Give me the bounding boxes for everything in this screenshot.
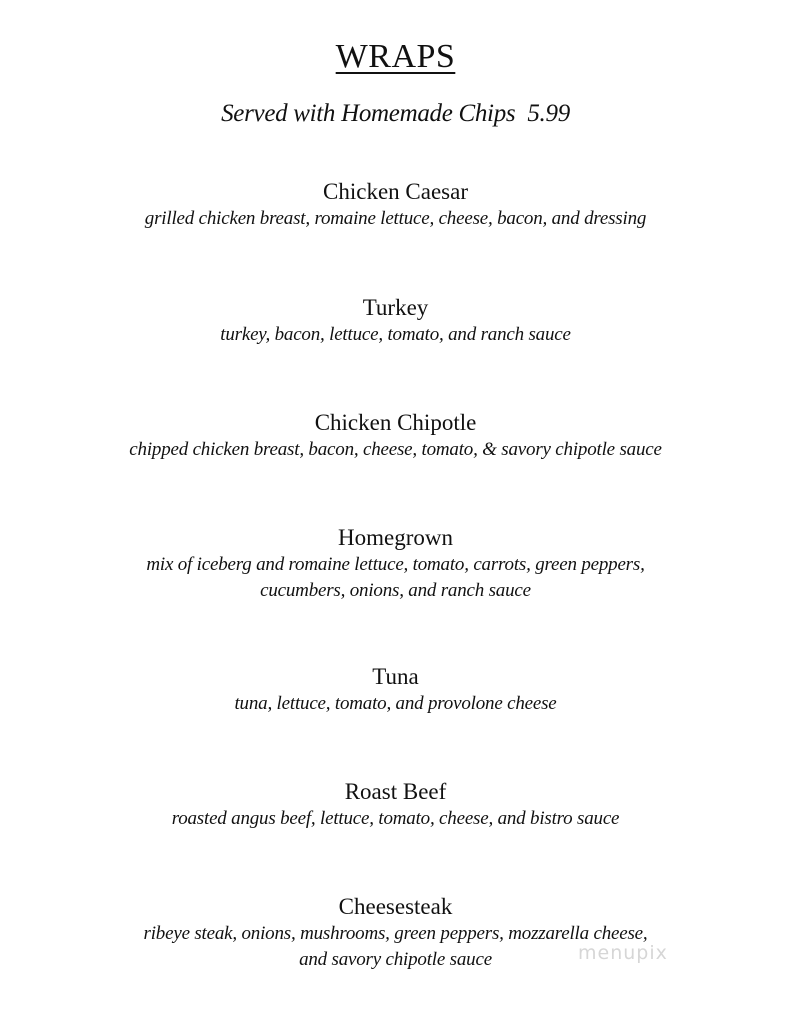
item-description (0, 806, 791, 832)
item-description-line: turkey, bacon, lettuce, tomato, and ranch sauce (220, 324, 571, 345)
menu-item-chicken-caesar (0, 178, 791, 232)
item-name: Roast Beef (344, 779, 447, 804)
item-description-line: mix of iceberg and romaine lettuce, tomato, carrots, green peppers, (146, 554, 645, 575)
item-description (0, 322, 791, 348)
item-description-line: roasted angus beef, lettuce, tomato, cheese, and bistro sauce (171, 808, 620, 829)
item-description-line: grilled chicken breast, romaine lettuce, cheese, bacon, and dressing (144, 208, 647, 229)
menu-item-tuna (0, 663, 791, 717)
item-description-line: ribeye steak, onions, mushrooms, green peppers, mozzarella cheese, (143, 923, 648, 944)
item-description (0, 437, 791, 463)
menu-item-cheesesteak (0, 893, 791, 973)
wrap-price: 5.99 (527, 100, 570, 127)
menupix-watermark: menupix (578, 942, 668, 964)
item-name: Homegrown (338, 525, 453, 550)
menu-item-homegrown (0, 524, 791, 604)
menu-item-roast-beef (0, 778, 791, 832)
menu-subtitle (0, 100, 791, 128)
item-name: Tuna (372, 664, 419, 689)
item-description (0, 552, 791, 604)
item-name: Chicken Chipotle (314, 410, 477, 435)
menu-title: WRAPS (335, 38, 456, 75)
item-description-line: tuna, lettuce, tomato, and provolone cheese (234, 693, 557, 714)
item-name: Turkey (362, 295, 429, 320)
menu-item-turkey (0, 294, 791, 348)
menu-item-chicken-chipotle (0, 409, 791, 463)
item-description (0, 921, 791, 973)
subtitle-text: Served with Homemade Chips (221, 100, 516, 127)
item-name: Cheesesteak (338, 894, 453, 919)
item-description (0, 206, 791, 232)
item-description-line: and savory chipotle sauce (299, 949, 492, 970)
item-description-line: chipped chicken breast, bacon, cheese, tomato, & savory chipotle sauce (129, 439, 662, 460)
item-description-line: cucumbers, onions, and ranch sauce (260, 580, 531, 601)
item-description (0, 691, 791, 717)
item-name: Chicken Caesar (323, 179, 468, 204)
